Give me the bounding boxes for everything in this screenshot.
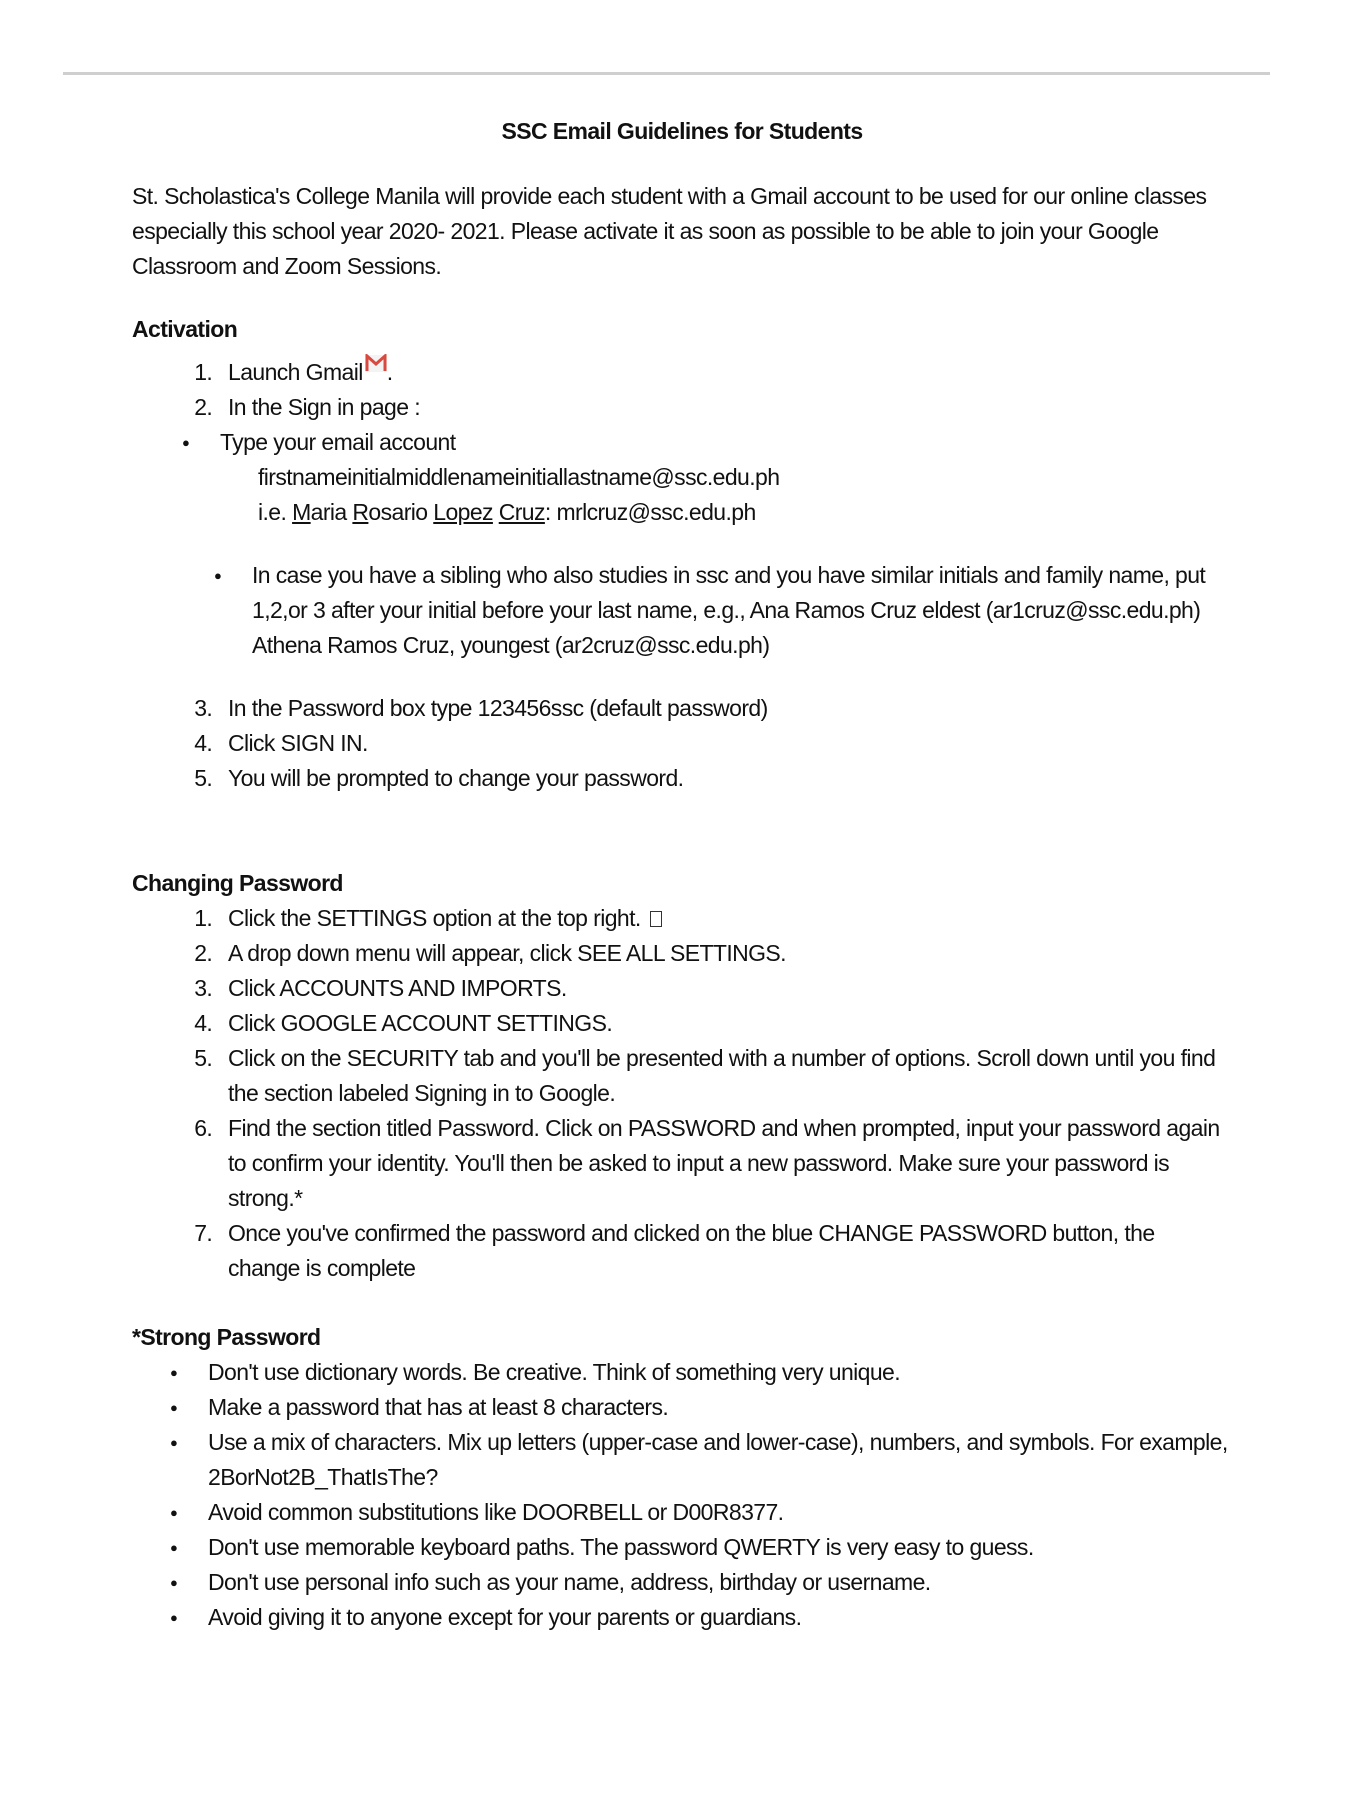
changing-password-heading: Changing Password (132, 870, 343, 896)
document-title: SSC Email Guidelines for Students (501, 118, 863, 144)
tip-item: ● Use a mix of characters. Mix up letters (upper-case and lower-case), numbers, and symbols. For example, 2BorNot2B_ThatIsThe? (170, 1425, 1232, 1495)
document-page (132, 118, 1232, 1635)
change-step-4: 4. Click GOOGLE ACCOUNT SETTINGS. (218, 1006, 1232, 1041)
sibling-bullet: ● In case you have a sibling who also studies in ssc and you have similar initials and family name, put 1,2,or 3 after your initial before your last name, e.g., Ana Ramos Cruz eldest (ar1cruz@ssc.edu.ph) Athena Ramos Cruz, youngest (ar2cruz@ssc.edu.ph) (214, 558, 1232, 663)
missing-glyph-icon (650, 911, 662, 927)
activation-step-2: 2. In the Sign in page : (218, 390, 1232, 425)
gmail-icon (365, 347, 387, 365)
top-divider (63, 72, 1270, 75)
change-step-3: 3. Click ACCOUNTS AND IMPORTS. (218, 971, 1232, 1006)
change-step-5: 5. Click on the SECURITY tab and you'll be presented with a number of options. Scroll down until you find the section labeled Signing in to Google. (218, 1041, 1232, 1111)
activation-steps (132, 347, 1232, 425)
tip-item: ● Avoid giving it to anyone except for your parents or guardians. (170, 1600, 1232, 1635)
activation-step-4: 4. Click SIGN IN. (218, 726, 1232, 761)
activation-step-3: 3. In the Password box type 123456ssc (default password) (218, 691, 1232, 726)
strong-password-tips (132, 1355, 1232, 1635)
change-step-6: 6. Find the section titled Password. Click on PASSWORD and when prompted, input your password again to confirm your identity. You'll then be asked to input a new password. Make sure your password is strong.* (218, 1111, 1232, 1216)
activation-step-5: 5. You will be prompted to change your password. (218, 761, 1232, 796)
tip-item: ● Make a password that has at least 8 characters. (170, 1390, 1232, 1425)
tip-item: ● Avoid common substitutions like DOORBELL or D00R8377. (170, 1495, 1232, 1530)
sign-in-bullets (132, 425, 1232, 530)
change-step-2: 2. A drop down menu will appear, click SEE ALL SETTINGS. (218, 936, 1232, 971)
tip-item: ● Don't use memorable keyboard paths. The password QWERTY is very easy to guess. (170, 1530, 1232, 1565)
changing-password-steps (132, 901, 1232, 1286)
strong-password-heading: *Strong Password (132, 1324, 321, 1350)
change-step-7: 7. Once you've confirmed the password and clicked on the blue CHANGE PASSWORD button, the change is complete (218, 1216, 1232, 1286)
activation-step-1: 1. Launch Gmail . (218, 347, 1232, 390)
email-format: firstnameinitialmiddlenameinitiallastname@ssc.edu.ph (258, 464, 780, 490)
activation-steps-continued (132, 691, 1232, 796)
tip-item: ● Don't use dictionary words. Be creative. Think of something very unique. (170, 1355, 1232, 1390)
email-format-bullet: ● Type your email account firstnameinitialmiddlenameinitiallastname@ssc.edu.ph i.e. Maria Rosario Lopez Cruz: mrlcruz@ssc.edu.ph (182, 425, 1232, 530)
tip-item: ● Don't use personal info such as your name, address, birthday or username. (170, 1565, 1232, 1600)
email-example: i.e. Maria Rosario Lopez Cruz: mrlcruz@ssc.edu.ph (258, 499, 756, 525)
activation-heading: Activation (132, 316, 238, 342)
sibling-bullets (132, 558, 1232, 663)
intro-paragraph: St. Scholastica's College Manila will provide each student with a Gmail account to be used for our online classes especially this school year 2020- 2021. Please activate it as soon as possible to be able to join your Google Classroom and Zoom Sessions. (132, 183, 1207, 279)
change-step-1: 1. Click the SETTINGS option at the top right. (218, 901, 1232, 936)
